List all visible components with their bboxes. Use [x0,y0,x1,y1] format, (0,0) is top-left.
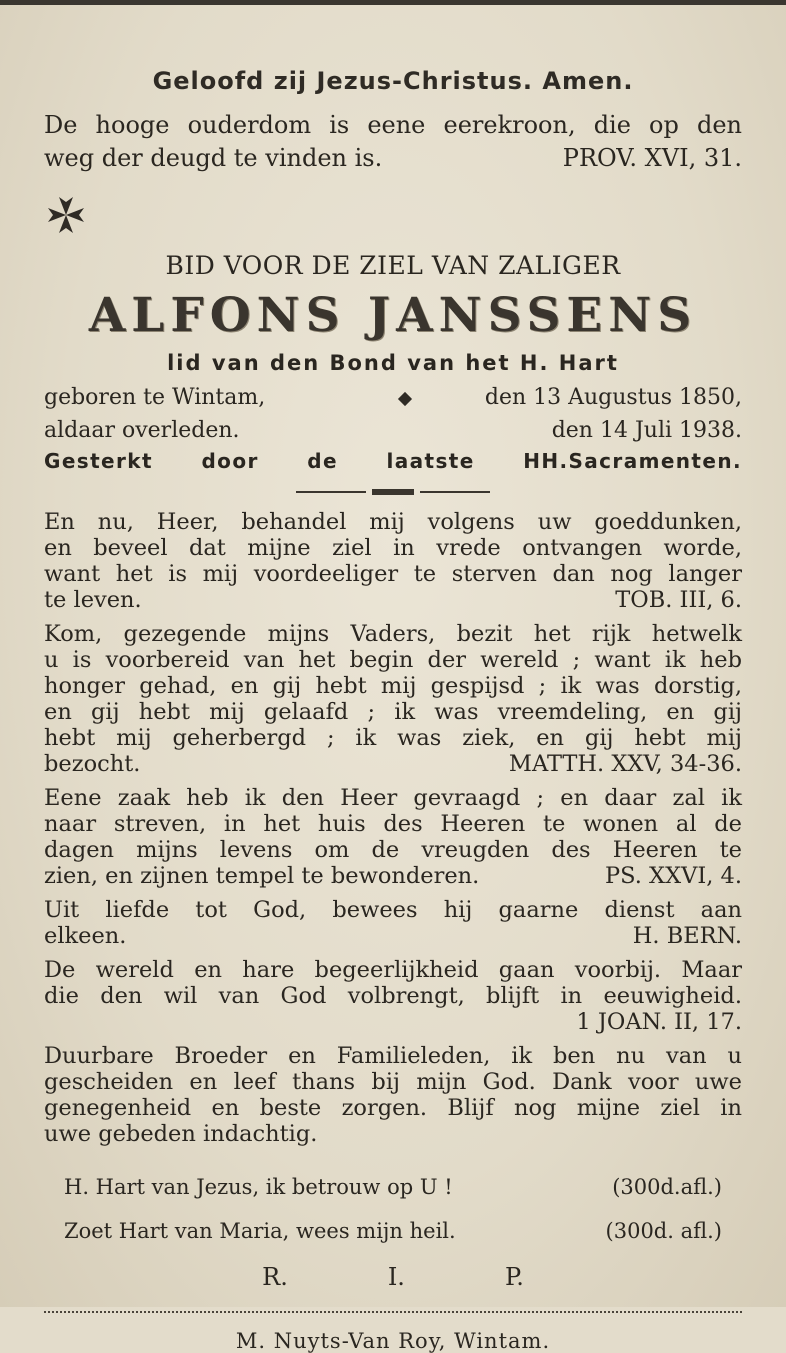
bullet-icon [398,392,412,406]
passage-text: te leven. [44,587,142,613]
passage [44,897,742,949]
passage-line: En nu, Heer, behandel mij volgens uw goeddunken, [44,509,742,535]
passage-text: elkeen. [44,923,127,949]
birth-row [44,381,742,414]
passage-text: zien, en zijnen tempel te bewonderen. [44,863,480,889]
rip-letter: R. [262,1263,288,1291]
prayer-request: BID VOOR DE ZIEL VAN ZALIGER [165,251,621,280]
prayer-passages [44,509,742,1147]
passage [44,785,742,889]
header-invocation: Geloofd zij Jezus-Christus. Amen. [152,67,634,95]
passage-line: u is voorbereid van het begin der wereld ; want ik heb [44,647,742,673]
life-dates [44,381,742,447]
passage-line: en beveel dat mijne ziel in vrede ontvangen worde, [44,535,742,561]
scripture-reference: MATTH. XXV, 34-36. [508,751,742,777]
motto-line-1: De hooge ouderdom is eene eerekroon, die op den [44,111,742,139]
passage-line: Duurbare Broeder en Familieleden, ik ben nu van u [44,1043,742,1069]
ornamental-divider [44,487,742,497]
passage-line: De wereld en hare begeerlijkheid gaan voorbij. Maar [44,957,742,983]
death-row [44,414,742,447]
scripture-reference: PS. XXVI, 4. [605,863,742,889]
passage-line: die den wil van God volbrengt, blijft in eeuwigheid. [44,983,742,1009]
passage [44,957,742,1035]
passage-line: Kom, gezegende mijns Vaders, bezit het rijk hetwelk [44,621,742,647]
passage-line: gescheiden en leef thans bij mijn God. Dank voor uwe [44,1069,742,1095]
motto-reference: PROV. XVI, 31. [562,144,742,172]
passage-text: bezocht. [44,751,141,777]
passage-line: Uit liefde tot God, bewees hij gaarne dienst aan [44,897,742,923]
indulgence: (300d. afl.) [605,1219,722,1243]
passage [44,509,742,613]
passage-line: genegenheid en beste zorgen. Blijf nog mijne ziel in [44,1095,742,1121]
passage-line: honger gehad, en gij hebt mij gespijsd ; ik was dorstig, [44,673,742,699]
passage-last-line [44,751,742,777]
ejaculation-text: H. Hart van Jezus, ik betrouw op U ! [64,1175,453,1199]
scripture-reference: TOB. III, 6. [615,587,742,613]
maltese-cross-icon [44,193,88,237]
passage-line: Eene zaak heb ik den Heer gevraagd ; en daar zal ik [44,785,742,811]
passage-last-line [44,1009,742,1035]
birth-date: den 13 Augustus 1850, [484,385,742,410]
passage-last-line [44,863,742,889]
ejaculation-2 [44,1209,742,1253]
rip-letter: I. [387,1263,405,1291]
death-place: aldaar overleden. [44,418,240,443]
passage-line: en gij hebt mij gelaafd ; ik was vreemdeling, en gij [44,699,742,725]
scripture-reference: 1 JOAN. II, 17. [576,1009,742,1035]
dotted-rule [44,1311,742,1313]
death-date: den 14 Juli 1938. [551,418,742,443]
passage [44,1043,742,1147]
motto-text: weg der deugd te vinden is. [44,144,383,172]
printer-credit: M. Nuyts-Van Roy, Wintam. [235,1329,551,1353]
sacraments-line: Gesterkt door de laatste HH.Sacramenten. [44,449,742,473]
rip-letter: P. [504,1263,524,1291]
ejaculation-text: Zoet Hart van Maria, wees mijn heil. [64,1219,456,1243]
rip [44,1263,742,1291]
birth-place: geboren te Wintam, [44,385,266,410]
passage-text: uwe gebeden indachtig. [44,1121,318,1147]
passage-line: naar streven, in het huis des Heeren te wonen al de [44,811,742,837]
passage-last-line [44,587,742,613]
scripture-reference: H. BERN. [632,923,742,949]
passage-line: hebt mij geherbergd ; ik was ziek, en gij hebt mij [44,725,742,751]
motto [44,109,742,175]
ejaculations [44,1165,742,1253]
passage-line: dagen mijns levens om de vreugden des Heeren te [44,837,742,863]
ejaculation-1 [44,1165,742,1209]
deceased-name: ALFONS JANSSENS [88,288,698,343]
passage-last-line [44,1121,742,1147]
passage [44,621,742,777]
passage-line: want het is mij voordeeliger te sterven dan nog langer [44,561,742,587]
passage-last-line [44,923,742,949]
membership: lid van den Bond van het H. Hart [167,351,619,375]
indulgence: (300d.afl.) [612,1175,722,1199]
motto-line-2 [44,142,742,175]
